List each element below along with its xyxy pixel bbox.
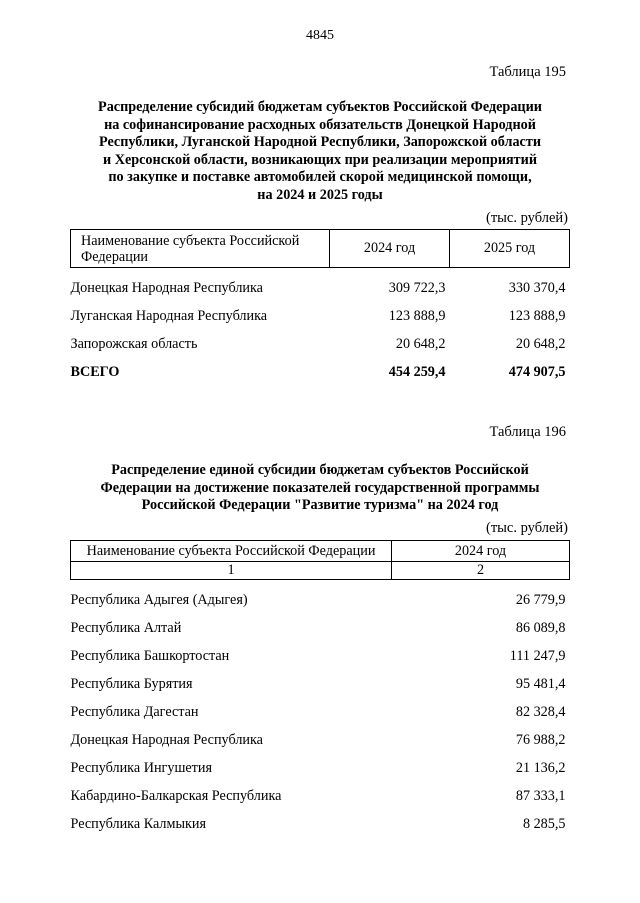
region-name: Запорожская область bbox=[70, 335, 198, 352]
header-row bbox=[71, 230, 570, 268]
value-2024: 20 648,2 bbox=[395, 335, 446, 352]
title-line: Распределение единой субсидии бюджетам субъектов Российской bbox=[111, 462, 529, 478]
table-row bbox=[71, 274, 570, 302]
table-row bbox=[71, 330, 570, 358]
header-region: Наименование субъекта Российской Федерации bbox=[71, 541, 392, 562]
value-2024: 26 779,9 bbox=[515, 591, 566, 608]
region-name: Республика Алтай bbox=[70, 619, 182, 636]
value-2024: 86 089,8 bbox=[515, 619, 566, 636]
region-name: Кабардино-Балкарская Республика bbox=[70, 787, 282, 804]
header-2024: 2024 год bbox=[392, 541, 570, 562]
table-196 bbox=[70, 540, 570, 838]
column-number-row bbox=[71, 562, 570, 580]
header-2025: 2025 год bbox=[450, 230, 570, 268]
value-2025: 20 648,2 bbox=[515, 335, 566, 352]
column-number-2: 2 bbox=[392, 562, 570, 580]
value-2024: 21 136,2 bbox=[515, 759, 566, 776]
table-195-units: (тыс. рублей) bbox=[486, 210, 568, 226]
title-line: на 2024 и 2025 годы bbox=[257, 186, 383, 203]
region-name: Республика Башкортостан bbox=[70, 647, 230, 664]
table-196-units: (тыс. рублей) bbox=[486, 520, 568, 536]
value-2024: 95 481,4 bbox=[515, 675, 566, 692]
table-row bbox=[71, 302, 570, 330]
table-row bbox=[71, 726, 570, 754]
value-2024: 8 285,5 bbox=[522, 815, 566, 832]
value-2024: 82 328,4 bbox=[515, 703, 566, 720]
region-name: Донецкая Народная Республика bbox=[70, 279, 263, 296]
region-name: Донецкая Народная Республика bbox=[70, 731, 263, 748]
table-195 bbox=[70, 229, 570, 386]
header-row bbox=[71, 541, 570, 562]
region-name: Республика Калмыкия bbox=[70, 815, 207, 832]
table-row bbox=[71, 642, 570, 670]
value-2025: 330 370,4 bbox=[508, 279, 566, 296]
table-row bbox=[71, 698, 570, 726]
title-line: на софинансирование расходных обязательств Донецкой Народной bbox=[104, 116, 536, 133]
title-line: Республики, Луганской Народной Республики, Запорожской области bbox=[98, 134, 542, 151]
title-line: по закупке и поставке автомобилей скорой медицинской помощи, bbox=[108, 169, 532, 186]
value-2025: 123 888,9 bbox=[508, 307, 566, 324]
value-2024: 111 247,9 bbox=[509, 647, 566, 664]
table-row bbox=[71, 754, 570, 782]
value-2024: 76 988,2 bbox=[515, 731, 566, 748]
header-region-line1: Наименование субъекта Российской bbox=[81, 232, 300, 249]
table-195-label: Таблица 195 bbox=[489, 64, 566, 80]
total-2025: 474 907,5 bbox=[508, 363, 566, 380]
title-line: Распределение субсидий бюджетам субъектов Российской Федерации bbox=[98, 99, 542, 115]
table-row bbox=[71, 586, 570, 614]
header-region bbox=[71, 230, 330, 268]
table-row bbox=[71, 614, 570, 642]
total-2024: 454 259,4 bbox=[388, 363, 446, 380]
title-line: и Херсонской области, возникающих при реализации мероприятий bbox=[102, 151, 537, 168]
region-name: Луганская Народная Республика bbox=[70, 307, 268, 324]
title-line: Федерации на достижение показателей государственной программы bbox=[100, 479, 540, 496]
value-2024: 87 333,1 bbox=[515, 787, 566, 804]
table-196-title bbox=[70, 462, 570, 515]
total-label: ВСЕГО bbox=[70, 363, 120, 380]
table-195-title bbox=[70, 99, 570, 205]
region-name: Республика Бурятия bbox=[70, 675, 193, 692]
title-line: Российской Федерации "Развитие туризма" на 2024 год bbox=[141, 497, 499, 514]
header-2024: 2024 год bbox=[330, 230, 450, 268]
total-row bbox=[71, 358, 570, 386]
table-row bbox=[71, 782, 570, 810]
header-region-line2: Федерации bbox=[81, 248, 149, 265]
column-number-1: 1 bbox=[71, 562, 392, 580]
table-row bbox=[71, 670, 570, 698]
value-2024: 309 722,3 bbox=[388, 279, 446, 296]
region-name: Республика Адыгея (Адыгея) bbox=[70, 591, 248, 608]
table-196-label: Таблица 196 bbox=[489, 424, 566, 440]
table-row bbox=[71, 810, 570, 838]
region-name: Республика Дагестан bbox=[70, 703, 199, 720]
value-2024: 123 888,9 bbox=[388, 307, 446, 324]
page-number: 4845 bbox=[306, 28, 334, 43]
region-name: Республика Ингушетия bbox=[70, 759, 213, 776]
